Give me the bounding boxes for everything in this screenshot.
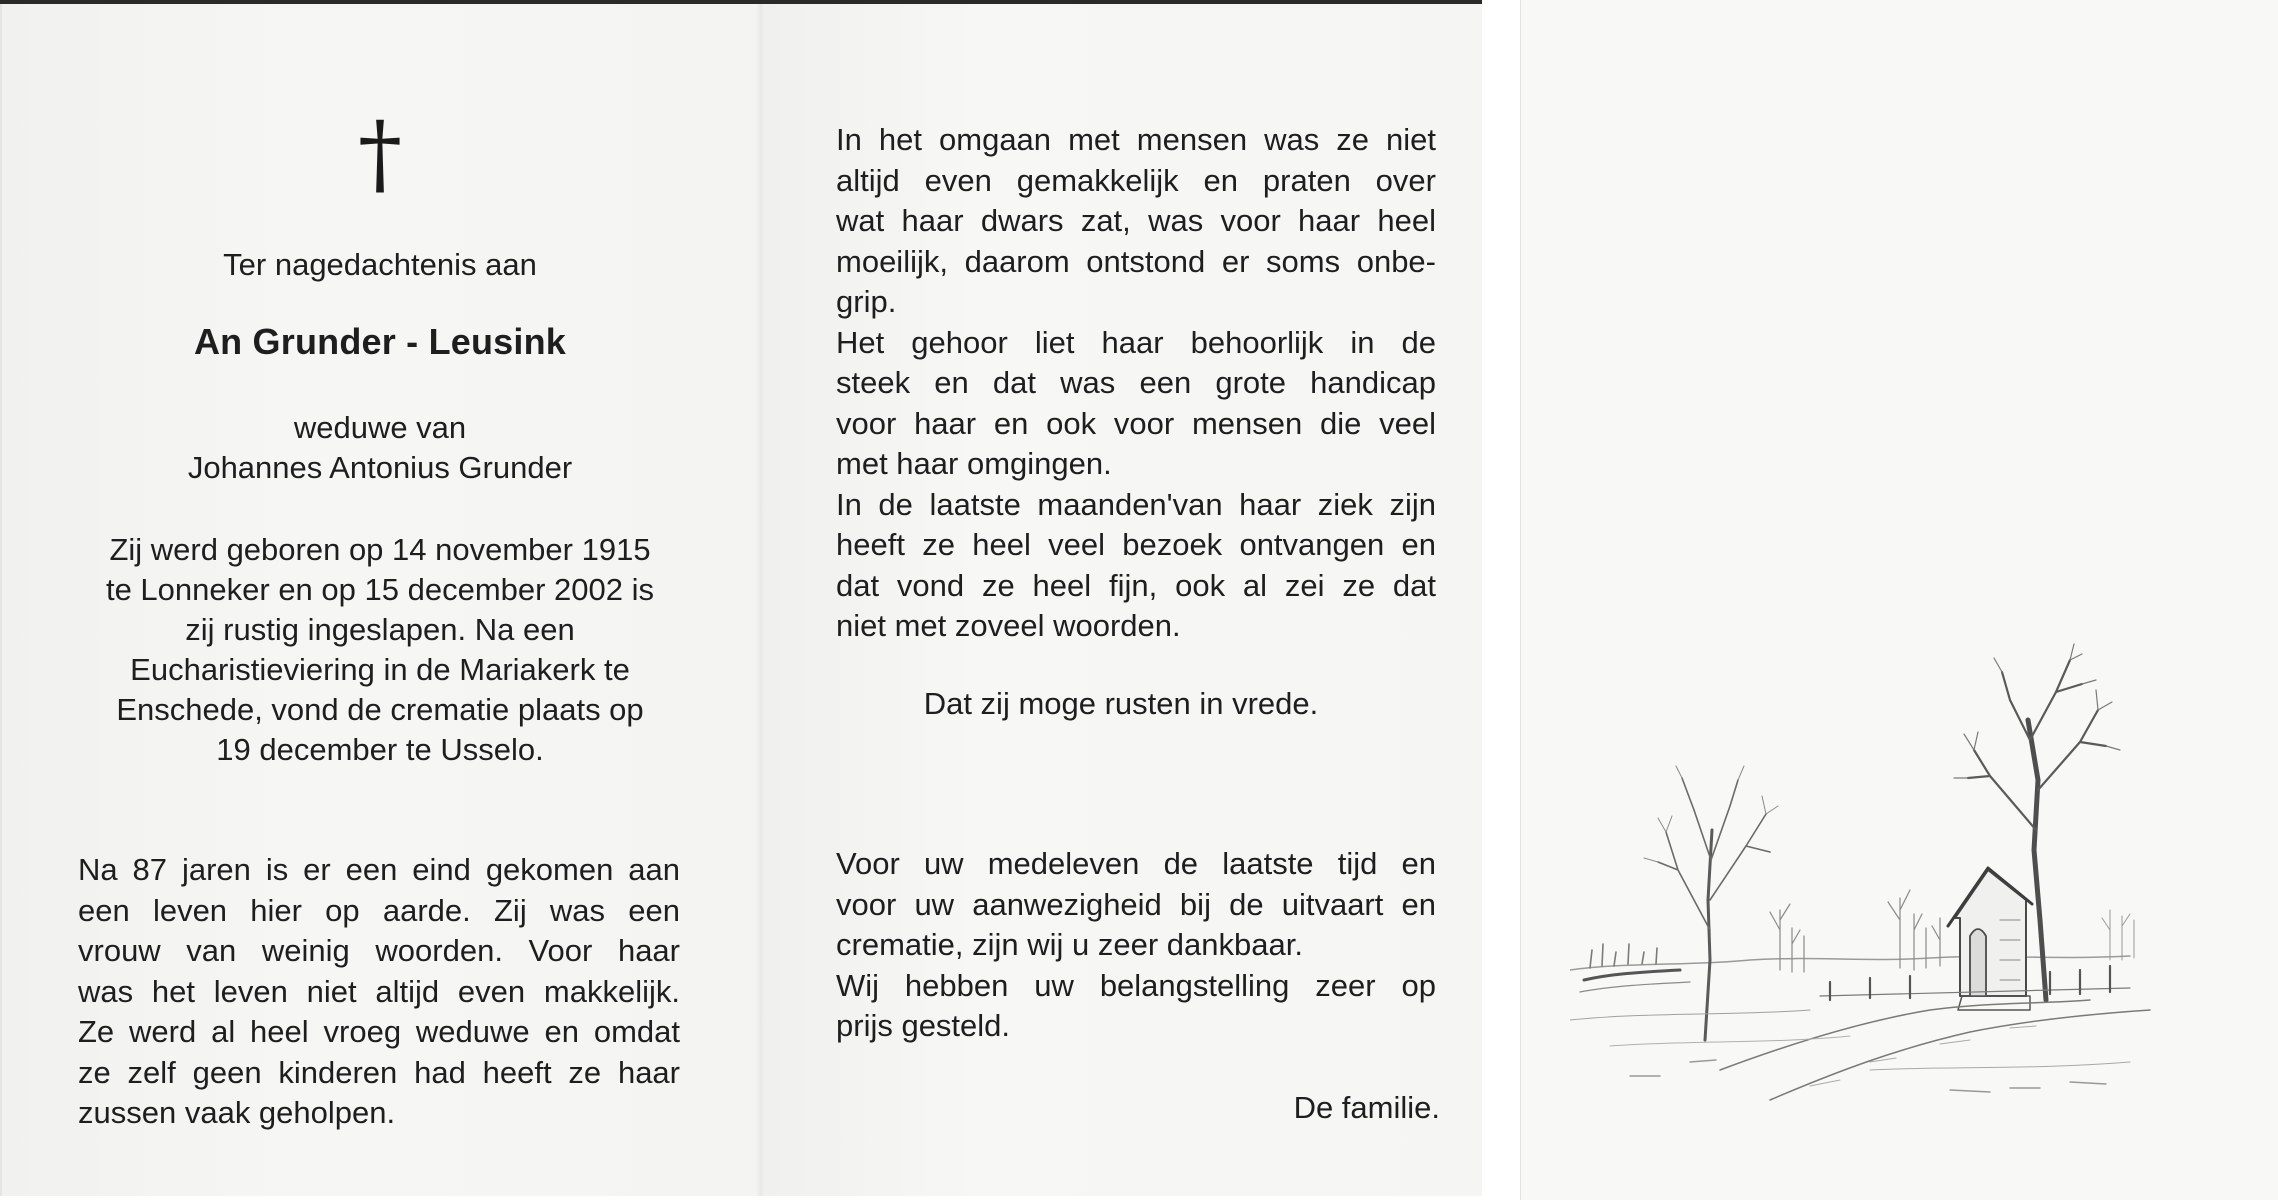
scan-gap: [1482, 0, 1520, 1200]
paragraph-line: Zij werd geboren op 14 november 1915: [109, 532, 651, 567]
paragraph-line: ze zelf geen kinderen had heeft ze haar: [78, 1054, 680, 1090]
thanks-paragraph: [836, 844, 1436, 1047]
paragraph-line: zussen vaak geholpen.: [78, 1095, 396, 1130]
paragraph-line: vrouw van weinig woorden. Voor haar: [78, 933, 680, 968]
paragraph-line: moeilijk, daarom ontstond er soms onbe-: [836, 243, 1436, 279]
deceased-name: An Grunder - Leusink: [193, 321, 567, 362]
paragraph-line: Wij hebben uw belangstelling zeer op: [836, 967, 1436, 1003]
paragraph-line: steek en dat was een grote handicap: [836, 365, 1436, 400]
paragraph-line: voor haar en ook voor mensen die veel: [836, 405, 1436, 441]
prayer-line: Dat zij moge rusten in vrede.: [923, 686, 1319, 721]
widow-of-label: weduwe van: [293, 410, 467, 445]
paragraph-line: Voor uw medeleven de laatste tijd en: [836, 846, 1436, 881]
life-paragraph: [78, 850, 680, 1134]
memorial-heading: Ter nagedachtenis aan: [223, 247, 537, 282]
paragraph-line: was het leven niet altijd even makkelijk.: [78, 973, 680, 1009]
paragraph-line: met haar omgingen.: [836, 446, 1112, 481]
paragraph-line: Ze werd al heel vroeg weduwe en omdat: [78, 1014, 680, 1049]
paragraph-line: prijs gesteld.: [836, 1008, 1011, 1043]
paragraph-line: een leven hier op aarde. Zij was een: [78, 892, 680, 928]
winter-landscape-illustration: [1570, 600, 2210, 1120]
paragraph-line: niet met zoveel woorden.: [836, 608, 1181, 643]
paragraph-line: 19 december te Usselo.: [216, 732, 544, 767]
paragraph-line: wat haar dwars zat, was voor haar heel: [836, 203, 1436, 238]
family-signature: De familie.: [1293, 1090, 1440, 1125]
paragraph-line: te Lonneker en op 15 december 2002 is: [105, 572, 655, 607]
paragraph-line: crematie, zijn wij u zeer dankbaar.: [836, 927, 1303, 962]
spouse-name: Johannes Antonius Grunder: [187, 450, 573, 485]
paragraph-line: Eucharistieviering in de Mariakerk te: [130, 652, 630, 687]
paragraph-line: Enschede, vond de crematie plaats op: [116, 692, 644, 727]
cross-icon: †: [358, 102, 402, 205]
paragraph-line: zij rustig ingeslapen. Na een: [185, 612, 575, 647]
paragraph-line: Na 87 jaren is er een eind gekomen aan: [78, 852, 680, 887]
paragraph-line: heeft ze heel veel bezoek ontvangen en: [836, 527, 1436, 562]
paragraph-line: In de laatste maanden'van haar ziek zijn: [836, 486, 1436, 522]
character-paragraph: [836, 120, 1436, 647]
paragraph-line: altijd even gemakkelijk en praten over: [836, 162, 1436, 198]
paragraph-line: Het gehoor liet haar behoorlijk in de: [836, 324, 1436, 360]
paragraph-line: voor uw aanwezigheid bij de uitvaart en: [836, 886, 1436, 922]
paragraph-line: In het omgaan met mensen was ze niet: [836, 122, 1436, 157]
paragraph-line: grip.: [836, 284, 897, 319]
paragraph-line: dat vond ze heel fijn, ook al zei ze dat: [836, 567, 1436, 603]
